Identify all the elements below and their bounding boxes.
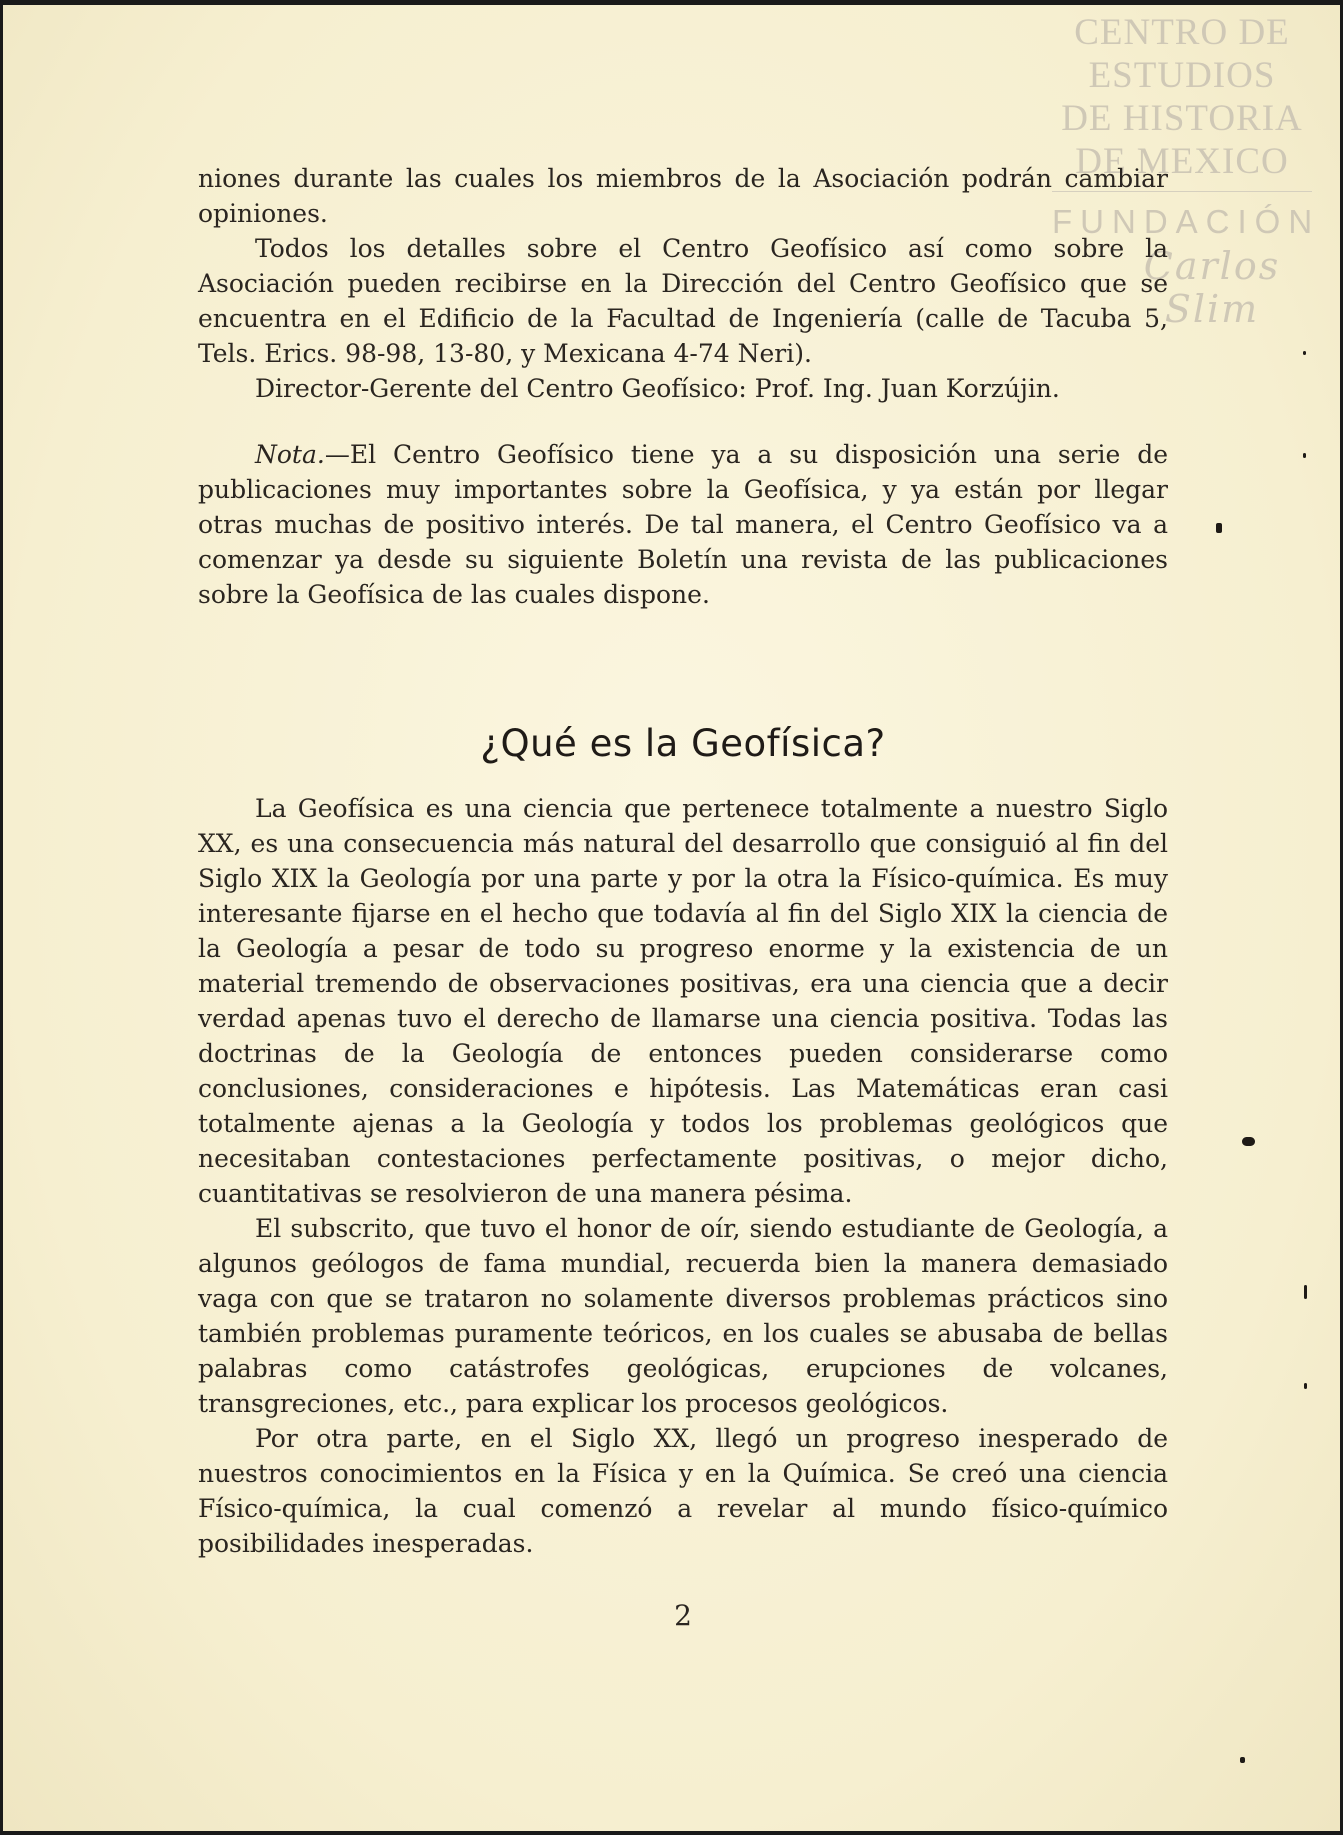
note-block [198, 437, 1168, 612]
director-line: Director-Gerente del Centro Geofísico: Prof. Ing. Juan Korzújin. [255, 374, 1060, 403]
scanned-page [3, 5, 1340, 1831]
scan-speck [1242, 1137, 1255, 1146]
scan-speck [1304, 1285, 1307, 1299]
body-text-block [198, 791, 1168, 1561]
watermark-foundation: FUNDACIÓN [1052, 191, 1312, 243]
page-number: 2 [674, 1599, 692, 1632]
note-paragraph [198, 437, 1168, 612]
watermark-line: CENTRO DE [1074, 12, 1290, 53]
paragraph: Por otra parte, en el Siglo XX, llegó un progreso inesperado de nuestros conocimientos en la Física y en la Química. Se creó una ciencia Físico-química, la cual comenzó a revelar al mundo físico-químico posibilidades inesperadas. [198, 1424, 1168, 1558]
paragraph: El subscrito, que tuvo el honor de oír, siendo estudiante de Geología, a algunos geólogos de fama mundial, recuerda bien la manera demasiado vaga con que se trataron no solamente diversos problemas prácticos sino también problemas puramente teóricos, en los cuales se abusaba de bellas palabras como catástrofes geológicas, erupciones de volcanes, transgreciones, etc., para explicar los procesos geológicos. [198, 1214, 1168, 1418]
scan-speck [1240, 1757, 1245, 1763]
watermark-line: DE MEXICO [1075, 141, 1289, 182]
watermark-signature: Carlos Slim [1143, 244, 1281, 331]
scan-speck [1216, 523, 1222, 533]
scan-speck [1303, 351, 1306, 355]
note-label: Nota. [255, 440, 325, 469]
top-text-block [198, 161, 1168, 406]
paragraph: niones durante las cuales los miembros de la Asociación podrán cambiar opiniones. [198, 164, 1168, 228]
scan-speck [1304, 1383, 1307, 1389]
note-text: —El Centro Geofísico tiene ya a su disposición una serie de publicaciones muy importantes sobre la Geofísica, y ya están por llegar otras muchas de positivo interés. De tal manera, el Centro Geofísico va a comenzar ya desde su siguiente Boletín una revista de las publicaciones sobre la Geofísica de las cuales dispone. [198, 440, 1168, 609]
watermark-line: DE HISTORIA [1061, 98, 1303, 139]
section-heading: ¿Qué es la Geofísica? [480, 722, 886, 765]
paragraph: Todos los detalles sobre el Centro Geofísico así como sobre la Asociación pueden recibirse en la Dirección del Centro Geofísico que se encuentra en el Edificio de la Facultad de Ingeniería (calle de Tacuba 5, Tels. Erics. 98-98, 13-80, y Mexicana 4-74 Neri). [198, 234, 1168, 368]
scan-speck [1303, 453, 1306, 458]
watermark-line: ESTUDIOS [1088, 55, 1276, 96]
paragraph: La Geofísica es una ciencia que pertenece totalmente a nuestro Siglo XX, es una consecuencia más natural del desarrollo que consiguió al fin del Siglo XIX la Geología por una parte y por la otra la Físico-química. Es muy interesante fijarse en el hecho que todavía al fin del Siglo XIX la ciencia de la Geología a pesar de todo su progreso enorme y la existencia de un material tremendo de observaciones positivas, era una ciencia que a decir verdad apenas tuvo el derecho de llamarse una ciencia positiva. Todas las doctrinas de la Geología de entonces pueden considerarse como conclusiones, consideraciones e hipótesis. Las Matemáticas eran casi totalmente ajenas a la Geología y todos los problemas geológicos que necesitaban contestaciones perfectamente positivas, o mejor dicho, cuantitativas se resolvieron de una manera pésima. [198, 794, 1168, 1208]
